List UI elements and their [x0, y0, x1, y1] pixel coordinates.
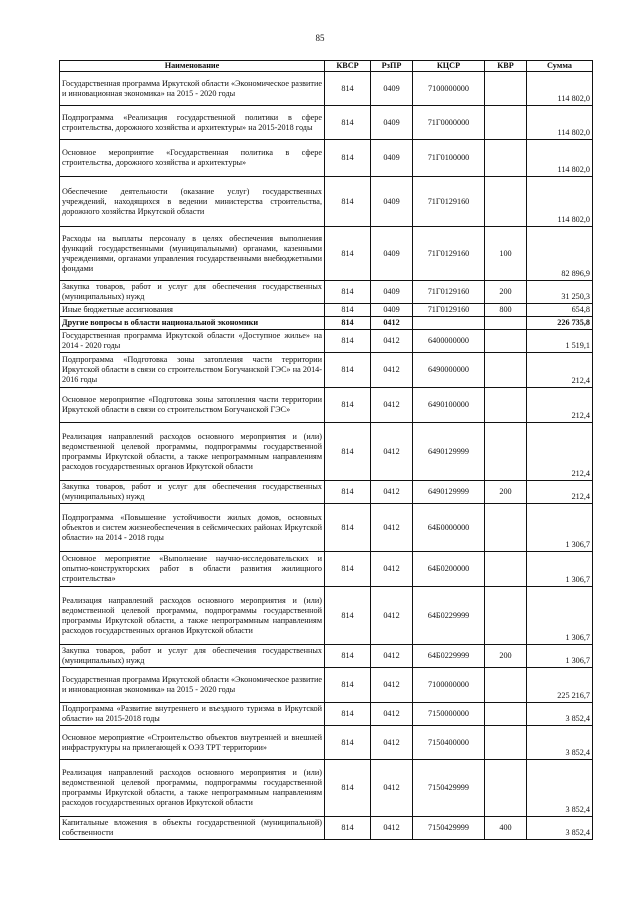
rzpr-cell: 0409: [371, 177, 413, 227]
kcsr-cell: 7100000000: [413, 72, 485, 106]
table-row: [60, 72, 593, 106]
kvr-cell: [485, 317, 527, 330]
kvr-cell: [485, 703, 527, 726]
kvr-cell: 200: [485, 481, 527, 504]
kvr-cell: [485, 552, 527, 587]
name-cell: Государственная программа Иркутской области «Доступное жилье» на 2014 - 2020 годы: [60, 330, 325, 353]
rzpr-cell: 0412: [371, 423, 413, 481]
header-rzpr: РзПР: [371, 61, 413, 72]
sum-cell: 114 802,0: [527, 177, 593, 227]
rzpr-cell: 0412: [371, 504, 413, 552]
kvr-cell: 200: [485, 281, 527, 304]
sum-cell: 212,4: [527, 388, 593, 423]
kcsr-cell: 71Г0129160: [413, 227, 485, 281]
sum-cell: 225 216,7: [527, 668, 593, 703]
name-cell: Закупка товаров, работ и услуг для обеспечения государственных (муниципальных) нужд: [60, 481, 325, 504]
kvsr-cell: 814: [325, 481, 371, 504]
kvr-cell: [485, 388, 527, 423]
table-row: [60, 106, 593, 140]
table-row: [60, 703, 593, 726]
kvsr-cell: 814: [325, 388, 371, 423]
table-row: [60, 587, 593, 645]
sum-cell: 114 802,0: [527, 140, 593, 177]
table-row: [60, 423, 593, 481]
sum-cell: 1 306,7: [527, 504, 593, 552]
sum-cell: 212,4: [527, 353, 593, 388]
header-kvsr: КВСР: [325, 61, 371, 72]
sum-cell: 82 896,9: [527, 227, 593, 281]
sum-cell: 654,8: [527, 304, 593, 317]
kvr-cell: [485, 72, 527, 106]
kvsr-cell: 814: [325, 281, 371, 304]
rzpr-cell: 0412: [371, 552, 413, 587]
header-sum: Сумма: [527, 61, 593, 72]
kvsr-cell: 814: [325, 587, 371, 645]
table-row: [60, 304, 593, 317]
kvr-cell: 800: [485, 304, 527, 317]
kcsr-cell: 7150000000: [413, 703, 485, 726]
name-cell: Закупка товаров, работ и услуг для обеспечения государственных (муниципальных) нужд: [60, 281, 325, 304]
table-row: [60, 760, 593, 817]
table-row: [60, 552, 593, 587]
kvr-cell: [485, 587, 527, 645]
name-cell: Основное мероприятие «Государственная политика в сфере строительства, дорожного хозяйства и архитектуры»: [60, 140, 325, 177]
name-cell: Реализация направлений расходов основного мероприятия и (или) ведомственной целевой программы, подпрограммы государственной программы Иркутской области, а также непрограммным направлениям расходов государственных органов Иркутской области: [60, 423, 325, 481]
name-cell: Основное мероприятие «Строительство объектов внутренней и внешней инфраструктуры на прилегающей к ОЭЗ ТРТ территории»: [60, 726, 325, 760]
kvsr-cell: 814: [325, 726, 371, 760]
sum-cell: 226 735,8: [527, 317, 593, 330]
header-name: Наименование: [60, 61, 325, 72]
kvr-cell: 400: [485, 817, 527, 840]
kvsr-cell: 814: [325, 140, 371, 177]
table-row: [60, 227, 593, 281]
name-cell: Расходы на выплаты персоналу в целях обеспечения выполнения функций государственными (муниципальными) органами, казенными учреждениями, органами управления государственными внебюджетными фондами: [60, 227, 325, 281]
kvsr-cell: 814: [325, 760, 371, 817]
kcsr-cell: 71Г0129160: [413, 281, 485, 304]
kcsr-cell: 6490129999: [413, 481, 485, 504]
rzpr-cell: 0412: [371, 726, 413, 760]
table-row: [60, 317, 593, 330]
kvr-cell: [485, 106, 527, 140]
table-header-row: [60, 61, 593, 72]
kvsr-cell: 814: [325, 72, 371, 106]
sum-cell: 3 852,4: [527, 817, 593, 840]
kcsr-cell: 71Г0100000: [413, 140, 485, 177]
kvr-cell: [485, 726, 527, 760]
kvsr-cell: 814: [325, 227, 371, 281]
name-cell: Иные бюджетные ассигнования: [60, 304, 325, 317]
table-row: [60, 281, 593, 304]
header-kvr: КВР: [485, 61, 527, 72]
table-row: [60, 481, 593, 504]
kvsr-cell: 814: [325, 817, 371, 840]
rzpr-cell: 0412: [371, 760, 413, 817]
table-row: [60, 668, 593, 703]
name-cell: Реализация направлений расходов основного мероприятия и (или) ведомственной целевой программы, подпрограммы государственной программы Иркутской области, а также непрограммным направлениям расходов государственных органов Иркутской области: [60, 760, 325, 817]
kvsr-cell: 814: [325, 668, 371, 703]
table-row: [60, 330, 593, 353]
header-kcsr: КЦСР: [413, 61, 485, 72]
name-cell: Реализация направлений расходов основного мероприятия и (или) ведомственной целевой программы, подпрограммы государственной программы Иркутской области, а также непрограммным направлениям расходов государственных органов Иркутской области: [60, 587, 325, 645]
kvsr-cell: 814: [325, 330, 371, 353]
budget-table: [59, 60, 593, 840]
kcsr-cell: 7150400000: [413, 726, 485, 760]
name-cell: Государственная программа Иркутской области «Экономическое развитие и инновационная экономика» на 2015 - 2020 годы: [60, 72, 325, 106]
kvr-cell: 100: [485, 227, 527, 281]
kcsr-cell: 64Б0000000: [413, 504, 485, 552]
sum-cell: 31 250,3: [527, 281, 593, 304]
table-row: [60, 388, 593, 423]
sum-cell: 114 802,0: [527, 106, 593, 140]
kvsr-cell: 814: [325, 504, 371, 552]
rzpr-cell: 0412: [371, 353, 413, 388]
kvsr-cell: 814: [325, 703, 371, 726]
rzpr-cell: 0412: [371, 317, 413, 330]
kvsr-cell: 814: [325, 177, 371, 227]
kvsr-cell: 814: [325, 423, 371, 481]
table-row: [60, 645, 593, 668]
table-row: [60, 817, 593, 840]
kcsr-cell: [413, 317, 485, 330]
kcsr-cell: 64Б0229999: [413, 587, 485, 645]
sum-cell: 1 306,7: [527, 645, 593, 668]
name-cell: Подпрограмма «Подготовка зоны затопления части территории Иркутской области в связи со строительством Богучанской ГЭС» на 2014-2016 годы: [60, 353, 325, 388]
rzpr-cell: 0412: [371, 817, 413, 840]
kcsr-cell: 64Б0200000: [413, 552, 485, 587]
table-row: [60, 140, 593, 177]
kvr-cell: [485, 668, 527, 703]
kcsr-cell: 71Г0129160: [413, 177, 485, 227]
kcsr-cell: 71Г0129160: [413, 304, 485, 317]
sum-cell: 1 306,7: [527, 587, 593, 645]
rzpr-cell: 0409: [371, 304, 413, 317]
sum-cell: 3 852,4: [527, 726, 593, 760]
rzpr-cell: 0409: [371, 72, 413, 106]
table-body: [60, 72, 593, 840]
kvr-cell: 200: [485, 645, 527, 668]
sum-cell: 212,4: [527, 481, 593, 504]
page-number: 85: [315, 33, 325, 43]
sum-cell: 3 852,4: [527, 703, 593, 726]
kvr-cell: [485, 504, 527, 552]
name-cell: Закупка товаров, работ и услуг для обеспечения государственных (муниципальных) нужд: [60, 645, 325, 668]
kcsr-cell: 71Г0000000: [413, 106, 485, 140]
kvr-cell: [485, 423, 527, 481]
rzpr-cell: 0412: [371, 668, 413, 703]
sum-cell: 212,4: [527, 423, 593, 481]
kcsr-cell: 6490100000: [413, 388, 485, 423]
name-cell: Подпрограмма «Развитие внутреннего и въездного туризма в Иркутской области» на 2015-2018 годы: [60, 703, 325, 726]
table-row: [60, 504, 593, 552]
kvr-cell: [485, 760, 527, 817]
kcsr-cell: 7150429999: [413, 817, 485, 840]
rzpr-cell: 0412: [371, 330, 413, 353]
table-row: [60, 353, 593, 388]
table-row: [60, 726, 593, 760]
rzpr-cell: 0412: [371, 481, 413, 504]
kvsr-cell: 814: [325, 552, 371, 587]
kcsr-cell: 7150429999: [413, 760, 485, 817]
kvsr-cell: 814: [325, 304, 371, 317]
kvr-cell: [485, 353, 527, 388]
name-cell: Основное мероприятие «Выполнение научно-исследовательских и опытно-конструкторских работ в области развития жилищного строительства»: [60, 552, 325, 587]
kcsr-cell: 6490000000: [413, 353, 485, 388]
name-cell: Обеспечение деятельности (оказание услуг) государственных учреждений, находящихся в ведении министерства строительства, дорожного хозяйства Иркутской области: [60, 177, 325, 227]
kcsr-cell: 64Б0229999: [413, 645, 485, 668]
rzpr-cell: 0412: [371, 587, 413, 645]
kvr-cell: [485, 177, 527, 227]
rzpr-cell: 0409: [371, 227, 413, 281]
name-cell: Подпрограмма «Реализация государственной политики в сфере строительства, дорожного хозяйства и архитектуры» на 2015-2018 годы: [60, 106, 325, 140]
kvsr-cell: 814: [325, 645, 371, 668]
kvr-cell: [485, 140, 527, 177]
kcsr-cell: 6400000000: [413, 330, 485, 353]
name-cell: Государственная программа Иркутской области «Экономическое развитие и инновационная экономика» на 2015 - 2020 годы: [60, 668, 325, 703]
kvsr-cell: 814: [325, 106, 371, 140]
sum-cell: 1 306,7: [527, 552, 593, 587]
kcsr-cell: 7100000000: [413, 668, 485, 703]
name-cell: Основное мероприятие «Подготовка зоны затопления части территории Иркутской области в связи со строительством Богучанской ГЭС»: [60, 388, 325, 423]
rzpr-cell: 0409: [371, 281, 413, 304]
name-cell: Другие вопросы в области национальной экономики: [60, 317, 325, 330]
rzpr-cell: 0409: [371, 140, 413, 177]
sum-cell: 1 519,1: [527, 330, 593, 353]
rzpr-cell: 0412: [371, 645, 413, 668]
kcsr-cell: 6490129999: [413, 423, 485, 481]
kvr-cell: [485, 330, 527, 353]
kvsr-cell: 814: [325, 353, 371, 388]
name-cell: Капитальные вложения в объекты государственной (муниципальной) собственности: [60, 817, 325, 840]
rzpr-cell: 0412: [371, 388, 413, 423]
table-row: [60, 177, 593, 227]
sum-cell: 3 852,4: [527, 760, 593, 817]
kvsr-cell: 814: [325, 317, 371, 330]
name-cell: Подпрограмма «Повышение устойчивости жилых домов, основных объектов и систем жизнеобеспечения в сейсмических районах Иркутской области» на 2014 - 2018 годы: [60, 504, 325, 552]
rzpr-cell: 0409: [371, 106, 413, 140]
sum-cell: 114 802,0: [527, 72, 593, 106]
rzpr-cell: 0412: [371, 703, 413, 726]
